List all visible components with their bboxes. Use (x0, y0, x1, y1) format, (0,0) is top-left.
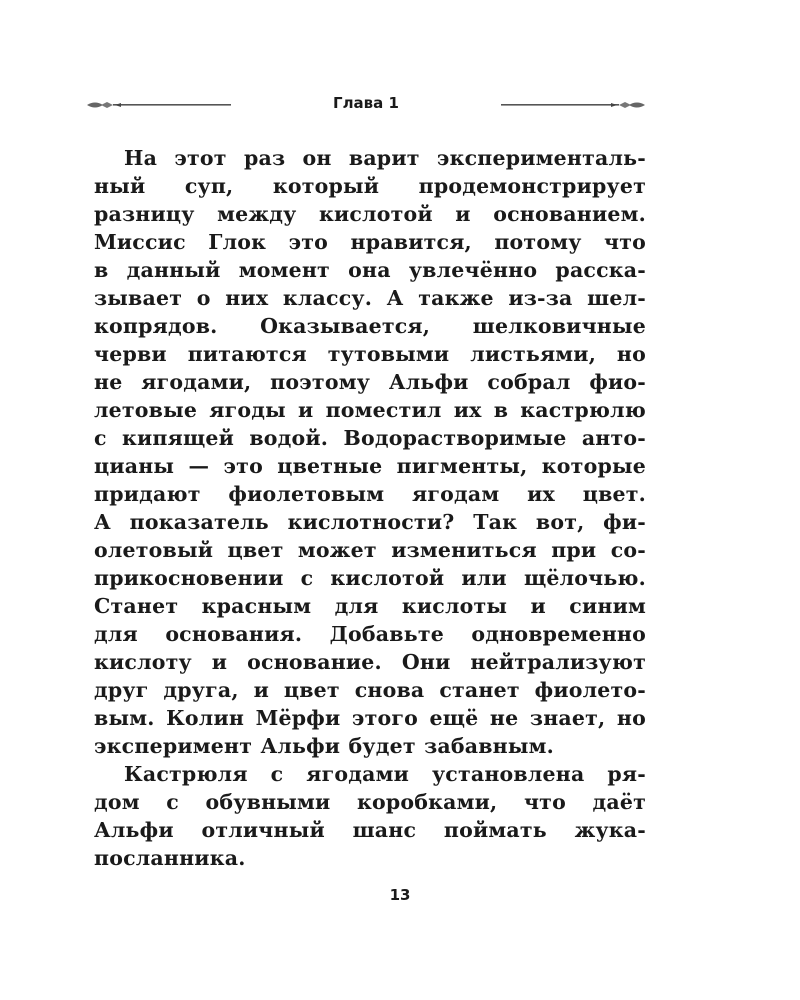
text-line: друг друга, и цвет снова станет фиолето- (94, 678, 646, 702)
text-line: Кастрюля с ягодами установлена ря- (124, 762, 646, 786)
text-line: Станет красным для кислоты и синим (94, 594, 646, 618)
text-line: Альфи отличный шанс поймать жука- (94, 818, 646, 842)
text-line: копрядов. Оказывается, шелковичные (94, 314, 646, 338)
text-line: кислоту и основание. Они нейтрализуют (94, 650, 646, 674)
text-line: придают фиолетовым ягодам их цвет. (94, 482, 646, 506)
text-line: Миссис Глок это нравится, потому что (94, 230, 646, 254)
chapter-title: Глава 1 (333, 94, 399, 112)
text-line: олетовый цвет может измениться при со- (94, 538, 646, 562)
text-line: ный суп, который продемонстрирует (94, 174, 646, 198)
page-number: 13 (389, 886, 411, 904)
text-line: летовые ягоды и поместил их в кастрюлю (94, 398, 646, 422)
right-ornament-icon (497, 98, 647, 112)
text-line: А показатель кислотности? Так вот, фи- (94, 510, 646, 534)
text-line: посланника. (94, 846, 246, 870)
text-line: прикосновении с кислотой или щёлочью. (94, 566, 646, 590)
text-line: черви питаются тутовыми листьями, но (94, 342, 646, 366)
text-line: На этот раз он варит эксперименталь- (124, 146, 646, 170)
paragraph (94, 144, 646, 760)
text-line: не ягодами, поэтому Альфи собрал фио- (94, 370, 646, 394)
text-line: цианы — это цветные пигменты, которые (94, 454, 646, 478)
running-header (85, 92, 647, 118)
text-line: дом с обувными коробками, что даёт (94, 790, 646, 814)
text-line: с кипящей водой. Водорастворимые анто- (94, 426, 646, 450)
paragraph (94, 760, 646, 872)
text-line: вым. Колин Мёрфи этого ещё не знает, но (94, 706, 646, 730)
text-line: в данный момент она увлечённо расска- (94, 258, 646, 282)
body-text (94, 144, 646, 872)
text-line: для основания. Добавьте одновременно (94, 622, 646, 646)
text-line: зывает о них классу. А также из-за шел- (94, 286, 646, 310)
text-line: разницу между кислотой и основанием. (94, 202, 646, 226)
text-line: эксперимент Альфи будет забавным. (94, 734, 554, 758)
